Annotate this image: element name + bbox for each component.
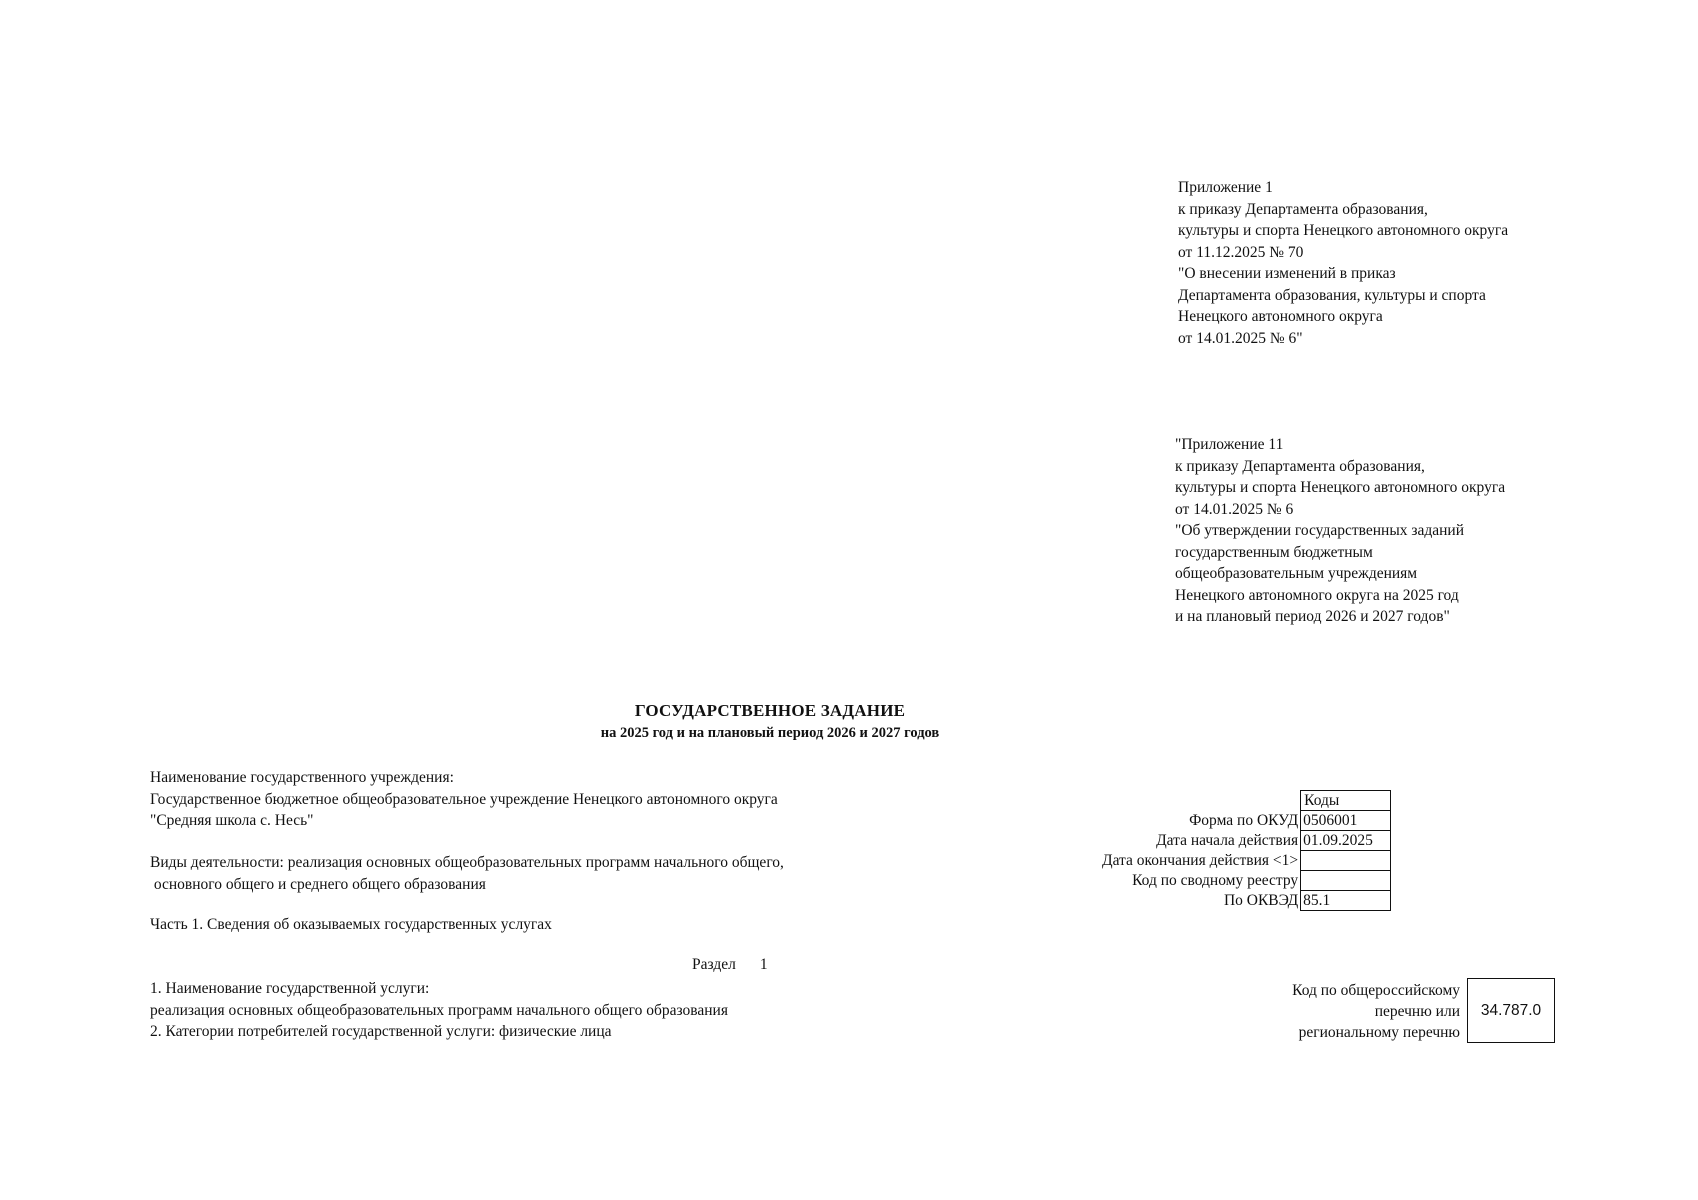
- codes-row-label: Дата начала действия: [1156, 832, 1299, 849]
- part-1-text: Часть 1. Сведения об оказываемых государственных услугах: [150, 916, 552, 933]
- activities-line1: Виды деятельности: реализация основных общеобразовательных программ начального общего,: [150, 854, 784, 871]
- appendix-11-line: Ненецкого автономного округа на 2025 год: [1175, 586, 1459, 604]
- institution-name-line1: Государственное бюджетное общеобразовательное учреждение Ненецкого автономного округа: [150, 790, 778, 808]
- codes-row-value: [1301, 851, 1391, 871]
- appendix-1-header: [1178, 177, 1508, 349]
- appendix-1-line: к приказу Департамента образования,: [1178, 200, 1428, 218]
- service-name-label: 1. Наименование государственной услуги:: [150, 980, 430, 997]
- appendix-1-line: культуры и спорта Ненецкого автономного округа: [1178, 222, 1509, 239]
- appendix-11-line: от 14.01.2025 № 6: [1175, 500, 1294, 518]
- section-heading: [692, 956, 768, 974]
- appendix-1-line: Приложение 1: [1178, 179, 1273, 196]
- appendix-1-line: "О внесении изменений в приказ: [1178, 265, 1396, 282]
- service-category: 2. Категории потребителей государственной услуги: физические лица: [150, 1023, 612, 1040]
- appendix-1-line: от 11.12.2025 № 70: [1178, 243, 1304, 261]
- codes-row-value: 85.1: [1301, 891, 1391, 911]
- codes-row-label: По ОКВЭД: [1223, 892, 1299, 909]
- codes-row-label: Форма по ОКУД: [1189, 812, 1299, 829]
- activities-block: [150, 852, 784, 895]
- registry-label: [1240, 980, 1460, 1043]
- appendix-11-line: и на плановый период 2026 и 2027 годов": [1175, 608, 1450, 625]
- institution-name-line2: "Средняя школа с. Несь": [150, 812, 314, 829]
- appendix-1-line: от 14.01.2025 № 6": [1178, 329, 1303, 347]
- codes-row-value: 0506001: [1301, 811, 1391, 831]
- registry-label-line: Код по общероссийскому: [1292, 982, 1460, 999]
- registry-code-value: 34.787.0: [1467, 978, 1555, 1043]
- registry-label-line: перечню или: [1374, 1003, 1460, 1020]
- appendix-11-line: "Приложение 11: [1175, 436, 1284, 453]
- service-name-value: реализация основных общеобразовательных программ начального общего образования: [150, 1001, 728, 1019]
- codes-row-value: [1301, 871, 1391, 891]
- codes-row: [1100, 871, 1391, 891]
- codes-row-label: Код по сводному реестру: [1132, 872, 1299, 889]
- activities-line2: основного общего и среднего общего образования: [150, 875, 486, 893]
- appendix-1-line: Департамента образования, культуры и спорта: [1178, 286, 1486, 304]
- codes-row-label: Дата окончания действия <1>: [1102, 852, 1299, 869]
- codes-header: Коды: [1301, 791, 1391, 811]
- codes-row: [1100, 811, 1391, 831]
- codes-row: [1100, 831, 1391, 851]
- codes-row: [1100, 851, 1391, 871]
- institution-block: [150, 767, 778, 832]
- codes-row: [1100, 891, 1391, 911]
- service-block: [150, 978, 728, 1043]
- appendix-11-line: культуры и спорта Ненецкого автономного округа: [1175, 479, 1506, 496]
- section-label: Раздел: [692, 956, 736, 973]
- appendix-11-line: общеобразовательным учреждениям: [1175, 565, 1418, 582]
- appendix-11-line: государственным бюджетным: [1175, 543, 1373, 561]
- registry-label-line: региональному перечню: [1298, 1024, 1460, 1041]
- codes-header-row: [1100, 791, 1391, 811]
- appendix-11-line: к приказу Департамента образования,: [1175, 457, 1425, 475]
- document-subtitle: на 2025 год и на плановый период 2026 и 2027 годов: [600, 725, 940, 741]
- document-title: ГОСУДАРСТВЕННОЕ ЗАДАНИЕ: [634, 701, 906, 720]
- section-number: 1: [759, 956, 768, 973]
- appendix-11-line: "Об утверждении государственных заданий: [1175, 522, 1465, 539]
- codes-row-value: 01.09.2025: [1301, 831, 1391, 851]
- codes-table: [1100, 790, 1391, 911]
- appendix-1-line: Ненецкого автономного округа: [1178, 308, 1383, 325]
- institution-label: Наименование государственного учреждения:: [150, 769, 454, 786]
- part-1-heading: [150, 914, 552, 936]
- appendix-11-header: [1175, 434, 1505, 628]
